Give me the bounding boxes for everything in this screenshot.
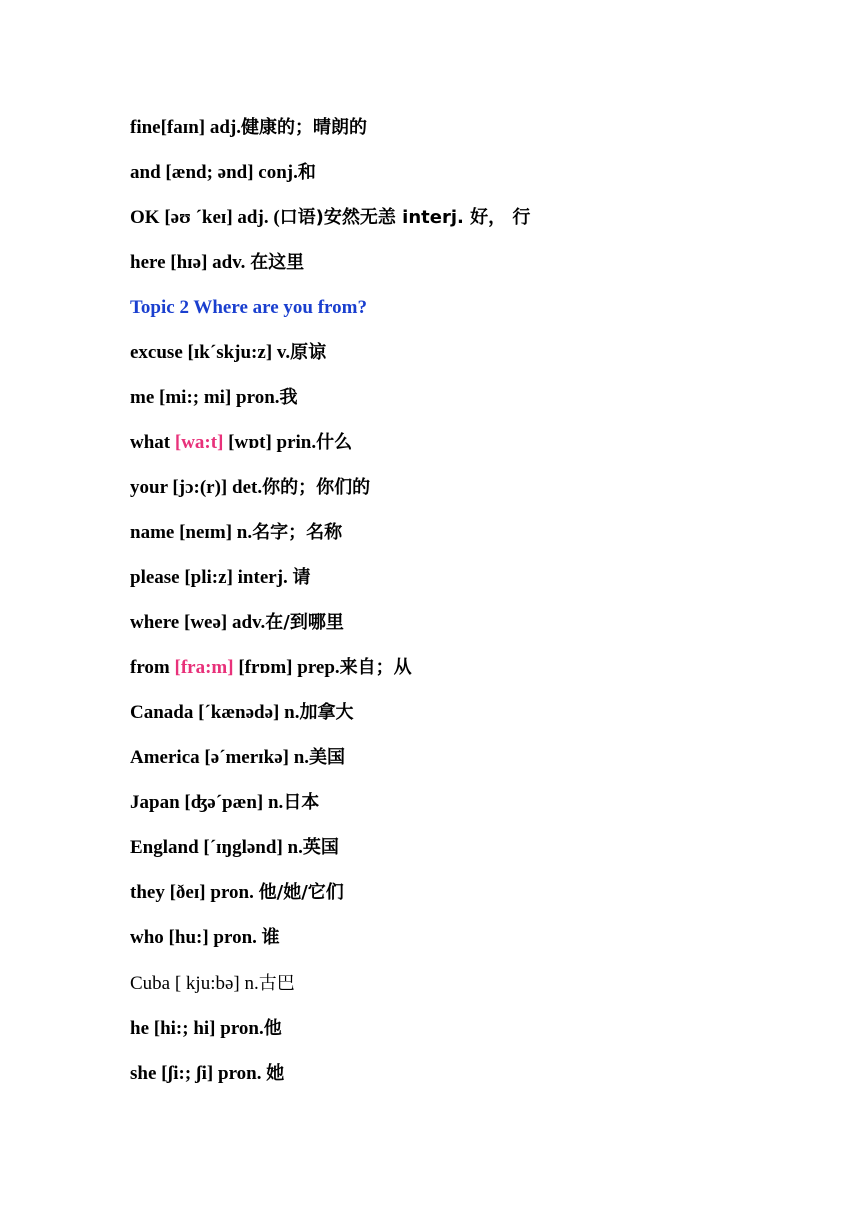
alt-pronunciation: [fra:m] — [174, 657, 234, 678]
vocab-entry-she: she [ʃi:; ʃi] pron. 她 — [130, 1063, 285, 1084]
vocab-entry-england: England [ˊɪŋglənd] n.英国 — [130, 837, 339, 858]
vocab-entry-they: they [ðeɪ] pron. 他/她/它们 — [130, 882, 344, 903]
vocab-entry-america: America [əˊmerɪkə] n.美国 — [130, 747, 346, 768]
vocab-entry-fine: fine[faɪn] adj.健康的；晴朗的 — [130, 117, 368, 138]
vocab-entry-ok: OK [əʊ ˊkeɪ] adj. (口语)安然无恙 interj. 好， 行 — [130, 207, 531, 228]
vocab-entry-name: name [neɪm] n.名字；名称 — [130, 522, 343, 543]
vocab-entry-please: please [pli:z] interj. 请 — [130, 567, 311, 588]
vocab-entry-excuse: excuse [ɪkˊskju:z] v.原谅 — [130, 342, 327, 363]
vocab-entry-where: where [weə] adv.在/到哪里 — [130, 612, 344, 633]
vocab-entry-cuba: Cuba [ kju:bə] n.古巴 — [130, 973, 295, 994]
vocab-entry-he: he [hi:; hi] pron.他 — [130, 1018, 282, 1039]
vocab-entry-from: from [fra:m] [frɒm] prep.来自；从 — [130, 657, 412, 678]
vocab-entry-canada: Canada [ˊkænədə] n.加拿大 — [130, 702, 354, 723]
section-heading-topic-2: Topic 2 Where are you from? — [130, 297, 367, 318]
vocab-entry-japan: Japan [ʤəˊpæn] n.日本 — [130, 792, 320, 813]
vocab-entry-who: who [hu:] pron. 谁 — [130, 927, 280, 948]
vocab-entry-here: here [hɪə] adv. 在这里 — [130, 252, 305, 273]
vocab-entry-me: me [mi:; mi] pron.我 — [130, 387, 298, 408]
vocab-entry-your: your [jɔ:(r)] det.你的；你们的 — [130, 477, 371, 498]
alt-pronunciation: [wa:t] — [174, 432, 224, 453]
vocab-entry-and: and [ænd; ənd] conj.和 — [130, 162, 316, 183]
vocab-entry-what: what [wa:t] [wɒt] prin.什么 — [130, 432, 353, 453]
